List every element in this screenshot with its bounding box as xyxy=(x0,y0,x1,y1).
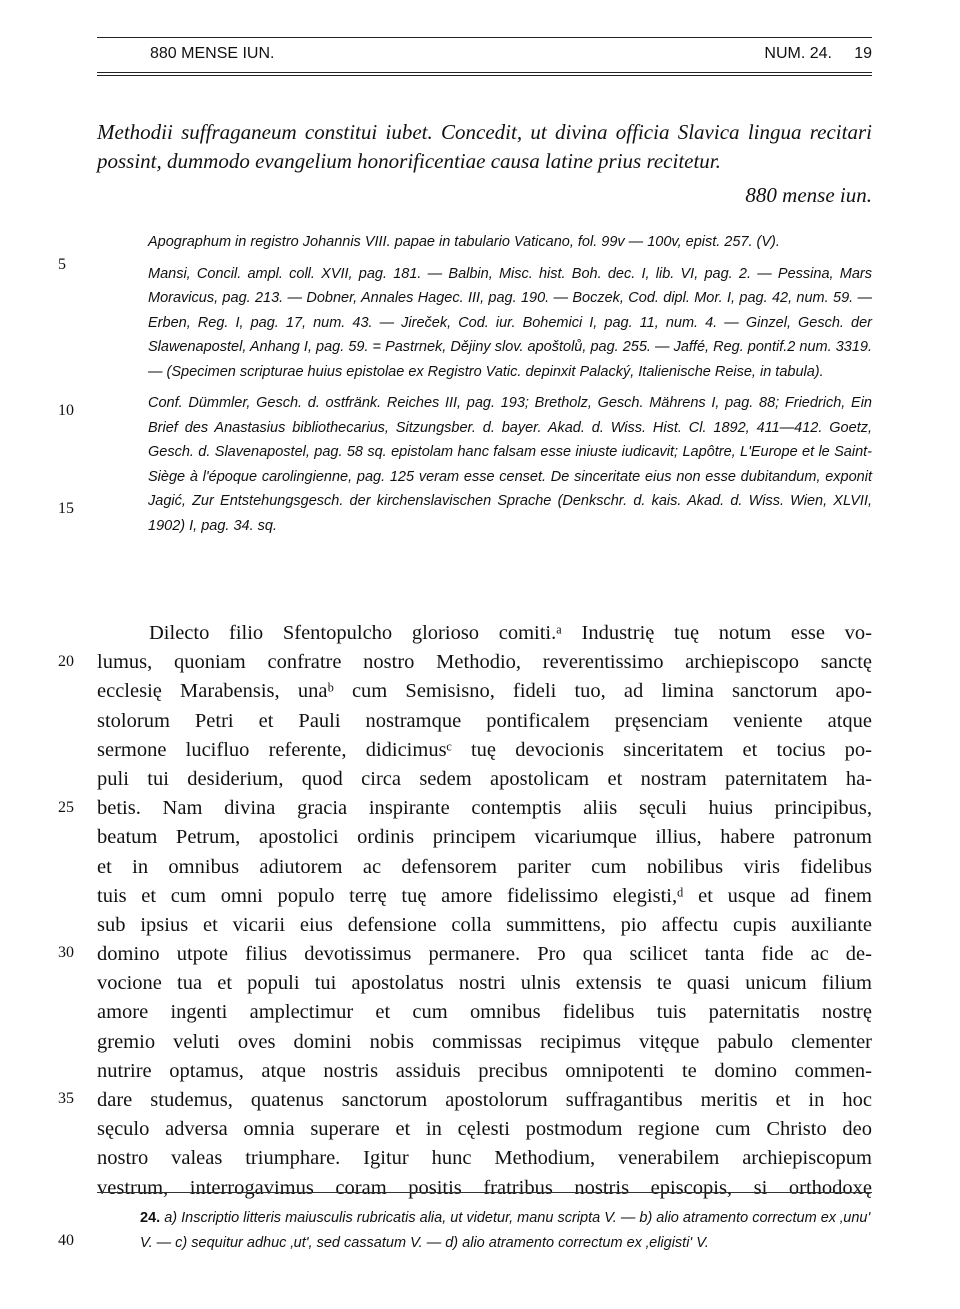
footnote-rule xyxy=(97,1192,872,1193)
text-line: gremio veluti oves domini nobis commissas recipimus vitęque pabulo clementer xyxy=(97,1030,872,1053)
text-line: Dilecto filio Sfentopulcho glorioso comiti.ᵃ Industrię tuę notum esse vo- xyxy=(149,622,872,644)
line-number: 35 xyxy=(58,1090,74,1107)
letter-text xyxy=(97,619,872,1203)
text-line: amore ingenti amplectimur et cum omnibus fidelibus tuis paternitatis nostrę xyxy=(97,1001,872,1024)
apparatus-editions: Mansi, Concil. ampl. coll. XVII, pag. 181. — Balbin, Misc. hist. Boh. dec. I, lib. VI, pag. 2. — Pessina, Mars Moravicus, pag. 213. — Dobner, Annales Hagec. III, pag. 190. — Boczek, Cod. dipl. Mor. I, pag. 42, num. 59. — Erben, Reg. I, pag. 17, num. 43. — Jireček, Cod. iur. Bohemici I, pag. 11, num. 4. — Ginzel, Gesch. der Slawenapostel, Anhang I, pag. 59. = Pastrnek, Dějiny slov. apoštolů, pag. 255. — Jaffé, Reg. pontif.2 num. 3319. — (Specimen scripturae huius epistolae ex Registro Vatic. depinxit Palacký, Italienische Reise, in tabula). xyxy=(148,265,872,380)
text-line: tuis et cum omni populo terrę tuę amore fidelissimo elegisti,ᵈ et usque ad finem xyxy=(97,884,872,907)
header-top-rule xyxy=(97,37,872,38)
line-number: 10 xyxy=(58,402,74,419)
document-summary xyxy=(97,118,872,176)
page-number: 19 xyxy=(854,45,872,62)
summary-text: Methodii suffraganeum constitui iubet. Concedit, ut divina officia Slavica lingua recitari possint, dummodo evangelium honorificentiae causa latine prius recitetur. xyxy=(97,120,872,173)
text-line: betis. Nam divina gracia inspirante contemptis aliis sęculi huius principibus, xyxy=(97,797,872,820)
line-number: 30 xyxy=(58,944,74,961)
text-line: puli tui desiderium, quod circa sedem apostolicam et nostram paternitatem ha- xyxy=(97,767,872,790)
text-line: lumus, quoniam confratre nostro Methodio, reverentissimo archiepiscopo sanctę xyxy=(97,651,872,674)
text-line: vocione tua et populi tui apostolatus nostri ulnis extensis te quasi unicum filium xyxy=(97,972,872,995)
header-date: 880 MENSE IUN. xyxy=(150,45,275,62)
text-line: et in omnibus adiutorem ac defensorem pariter cum nobilibus viris fidelibus xyxy=(97,855,872,878)
header-rule-2 xyxy=(97,75,872,76)
critical-apparatus xyxy=(148,230,872,545)
text-line: sęculo adversa omnia superare et in cęlesti postmodum regione cum Christo deo xyxy=(97,1118,872,1141)
running-header xyxy=(150,45,872,69)
header-rule-1 xyxy=(97,72,872,73)
text-line: vestrum, interrogavimus coram positis fratribus nostris episcopis, si orthodoxę xyxy=(97,1176,872,1199)
line-number: 5 xyxy=(58,256,66,273)
text-line: nutrire optamus, atque nostris assiduis precibus omnipotenti te domino commen- xyxy=(97,1059,872,1082)
line-number: 20 xyxy=(58,653,74,670)
text-line: sub ipsius et vicarii eius defensione colla summittens, pio affectu cupis auxiliante xyxy=(97,913,872,936)
line-number: 15 xyxy=(58,500,74,517)
text-line: ecclesię Marabensis, unaᵇ cum Semisisno, fideli tuo, ad limina sanctorum apo- xyxy=(97,680,872,703)
footnotes xyxy=(140,1206,872,1255)
apparatus-literature: Conf. Dümmler, Gesch. d. ostfränk. Reiches III, pag. 193; Bretholz, Gesch. Mährens I, pag. 88; Friedrich, Ein Brief des Anastasius bibliothecarius, Sitzungsber. d. bayer. Akad. d. Wiss. Hist. Cl. 1892, 411—412. Goetz, Gesch. d. Slavenapostel, pag. 58 sq. epistolam hanc falsam esse iniuste iudicavit; Lapôtre, L'Europe et le Saint-Siège à l'époque carolingienne, pag. 125 veram esse censet. De sinceritate eius non esse dubitandum, exponit Jagić, Zur Entstehungsgesch. der kirchenslavischen Sprache (Denkschr. d. kais. Akad. d. Wiss. Wien, XLVII, 1902) I, pag. 34. sq. xyxy=(148,395,872,534)
line-number: 40 xyxy=(58,1232,74,1249)
line-number: 25 xyxy=(58,799,74,816)
footnote-number: 24. xyxy=(140,1210,161,1226)
footnote-text: a) Inscriptio litteris maiusculis rubricatis alia, ut videtur, manu scripta V. — b) alio atramento correctum ex ‚unu' V. — c) sequitur adhuc ‚ut', sed cassatum V. — d) alio atramento correctum ex ‚eligisti' V. xyxy=(140,1210,871,1251)
document-number: NUM. 24. xyxy=(764,45,832,62)
document-date: 880 mense iun. xyxy=(745,183,872,207)
text-line: stolorum Petri et Pauli nostramque pontificalem pręsenciam veniente atque xyxy=(97,709,872,732)
apparatus-source: Apographum in registro Johannis VIII. papae in tabulario Vaticano, fol. 99v — 100v, epist. 257. (V). xyxy=(148,234,780,250)
text-line: beatum Petrum, apostolici ordinis principem vicariumque illius, habere patronum xyxy=(97,826,872,849)
text-line: dare studemus, quatenus sanctorum apostolorum suffragantibus meritis et in hoc xyxy=(97,1089,872,1111)
text-line: sermone lucifluo referente, didicimusᶜ tuę devocionis sinceritatem et tocius po- xyxy=(97,738,872,761)
text-line: domino utpote filius devotissimus permanere. Pro qua scilicet tanta fide ac de- xyxy=(97,943,872,966)
text-line: nostro valeas triumphare. Igitur hunc Methodium, venerabilem archiepiscopum xyxy=(97,1147,872,1170)
